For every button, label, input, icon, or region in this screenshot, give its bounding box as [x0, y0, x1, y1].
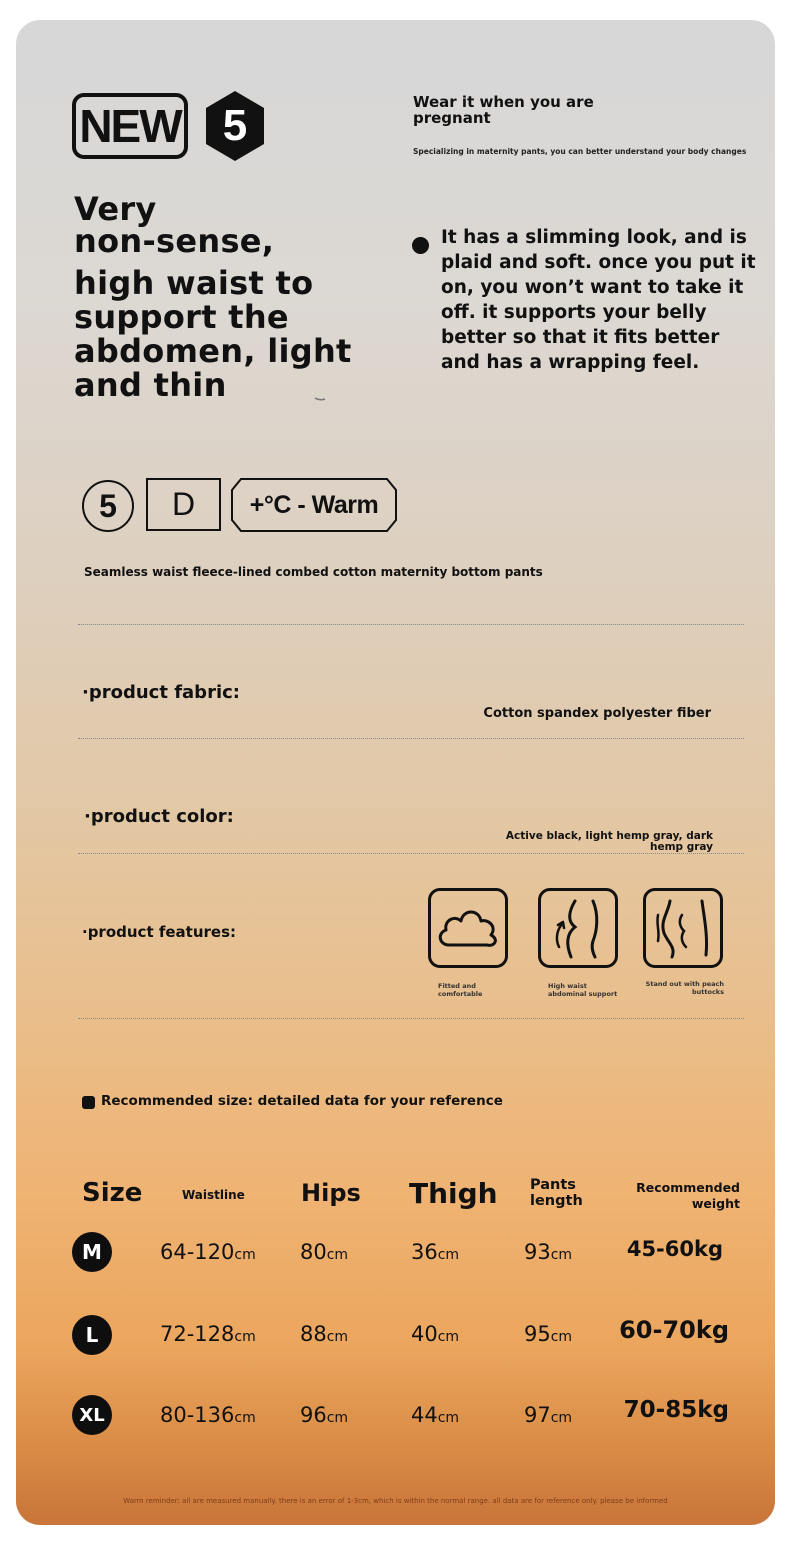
length-value: 97: [524, 1403, 551, 1427]
size-badge-l: L: [72, 1315, 112, 1355]
warm-label: +°C - Warm: [249, 490, 379, 519]
belly-support-icon: [541, 891, 615, 965]
warm-badge: [231, 478, 397, 532]
hips-value: 96: [300, 1403, 327, 1427]
weight-value: 60-70kg: [619, 1316, 729, 1344]
hexagon-number-badge: [204, 90, 266, 162]
feature-caption-buttocks: Stand out with peach buttocks: [645, 980, 724, 996]
d-label: D: [171, 486, 196, 522]
hexagon-number: 5: [222, 101, 248, 150]
small-mark-icon: [314, 387, 326, 393]
color-value: Active black, light hemp gray, dark hemp gray: [505, 830, 713, 853]
bullet-dot-icon: [412, 237, 429, 254]
hips-value: 88: [300, 1322, 327, 1346]
thigh-value: 36: [411, 1240, 438, 1264]
new-badge: [72, 93, 188, 159]
unit-label: cm: [234, 1410, 256, 1426]
divider: [78, 853, 744, 854]
waist-cell: [160, 1240, 256, 1264]
thigh-cell: [411, 1322, 459, 1346]
recommended-size-title: Recommended size: detailed data for your reference: [101, 1093, 503, 1109]
unit-label: cm: [234, 1329, 256, 1345]
new-label: NEW: [79, 100, 181, 152]
feature-caption-support: High waist abdominal support: [548, 982, 618, 998]
waist-cell: [160, 1322, 256, 1346]
length-value: 95: [524, 1322, 551, 1346]
header-size: Size: [82, 1178, 143, 1208]
feature-box-support: [538, 888, 618, 968]
length-value: 93: [524, 1240, 551, 1264]
d-square-badge: [146, 478, 221, 531]
feature-box-buttocks: [643, 888, 723, 968]
five-label: 5: [99, 487, 117, 524]
hips-cell: [300, 1322, 348, 1346]
unit-label: cm: [234, 1247, 256, 1263]
product-name: Seamless waist fleece-lined combed cotton maternity bottom pants: [84, 565, 543, 579]
feature-description: It has a slimming look, and is plaid and soft. once you put it on, you won’t want to take it off. it supports your belly better so that it fits better and has a wrapping feel.: [441, 227, 756, 373]
length-cell: [524, 1240, 572, 1264]
wear-subtitle: Specializing in maternity pants, you can better understand your body changes: [413, 147, 747, 156]
hips-cell: [300, 1403, 348, 1427]
hips-cell: [300, 1240, 348, 1264]
unit-label: cm: [326, 1410, 349, 1426]
product-card: [16, 20, 775, 1525]
square-bullet-icon: [82, 1096, 95, 1109]
feature-caption-comfort: Fitted and comfortable: [438, 982, 483, 998]
fabric-label: ·product fabric:: [82, 682, 240, 703]
divider: [78, 738, 744, 739]
size-badge-m: M: [72, 1232, 112, 1272]
unit-label: cm: [326, 1247, 349, 1263]
thigh-value: 40: [411, 1322, 438, 1346]
headline-line-2: non-sense,: [74, 222, 275, 260]
size-badge-xl: XL: [72, 1395, 112, 1435]
warm-reminder: Warm reminder: all are measured manually. there is an error of 1-3cm, which is within the normal range. all data are for reference only. please be informed: [123, 1497, 668, 1505]
length-cell: [524, 1322, 572, 1346]
unit-label: cm: [437, 1410, 460, 1426]
header-recommended-weight: Recommended weight: [636, 1180, 740, 1211]
unit-label: cm: [326, 1329, 349, 1345]
feature-box-comfort: [428, 888, 508, 968]
thigh-cell: [411, 1403, 459, 1427]
header-hips: Hips: [301, 1179, 361, 1207]
waist-cell: [160, 1403, 256, 1427]
header-thigh: Thigh: [409, 1177, 498, 1210]
unit-label: cm: [437, 1247, 460, 1263]
cloud-icon: [431, 891, 505, 965]
fabric-value: Cotton spandex polyester fiber: [483, 706, 711, 721]
features-label: ·product features:: [82, 923, 237, 941]
hips-value: 80: [300, 1240, 327, 1264]
color-label: ·product color:: [84, 806, 234, 827]
five-circle-badge: [82, 480, 134, 532]
headline-line-3: high waist to support the abdomen, light and thin: [74, 264, 352, 404]
thigh-value: 44: [411, 1403, 438, 1427]
thigh-cell: [411, 1240, 459, 1264]
header-waistline: Waistline: [182, 1188, 245, 1202]
waist-value: 64-120: [160, 1240, 235, 1264]
headline-line-1: Very: [74, 190, 157, 228]
peach-buttocks-icon: [646, 891, 720, 965]
wear-title: Wear it when you are pregnant: [413, 93, 594, 127]
unit-label: cm: [550, 1410, 573, 1426]
divider: [78, 1018, 744, 1019]
unit-label: cm: [550, 1247, 573, 1263]
divider: [78, 624, 744, 625]
unit-label: cm: [437, 1329, 460, 1345]
header-pants-length: Pants length: [530, 1177, 583, 1209]
headline: [74, 190, 404, 404]
weight-value: 70-85kg: [623, 1397, 729, 1423]
length-cell: [524, 1403, 572, 1427]
waist-value: 72-128: [160, 1322, 235, 1346]
unit-label: cm: [550, 1329, 573, 1345]
weight-value: 45-60kg: [626, 1237, 723, 1261]
waist-value: 80-136: [160, 1403, 235, 1427]
